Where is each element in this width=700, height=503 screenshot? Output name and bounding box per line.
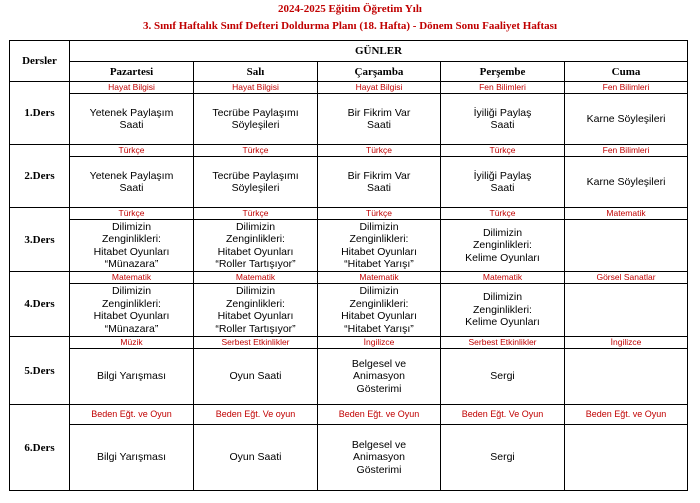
activity-cell — [70, 157, 194, 208]
activity-cell — [441, 94, 565, 145]
activity-cell — [70, 425, 194, 491]
subject-label: Türkçe — [194, 145, 318, 157]
activity-cell — [318, 94, 441, 145]
subject-row — [10, 82, 688, 94]
activity-cell — [318, 349, 441, 405]
activity-row — [10, 284, 688, 337]
subject-label: Müzik — [70, 337, 194, 349]
subject-label: Türkçe — [70, 145, 194, 157]
subject-label: Beden Eğt. ve Oyun — [70, 405, 194, 425]
year-title: 2024-2025 Eğitim Öğretim Yılı — [278, 3, 422, 15]
subject-label: Serbest Etkinlikler — [441, 337, 565, 349]
dersler-header: Dersler — [10, 41, 70, 82]
activity-text: Dilimizin Zenginlikleri: Kelime Oyunları — [465, 226, 540, 264]
activity-text: Sergi — [490, 451, 515, 464]
activity-text: Karne Söyleşileri — [586, 175, 666, 188]
plan-title: 3. Sınıf Haftalık Sınıf Defteri Doldurma Planı (18. Hafta) - Dönem Sonu Faaliyet Haftası — [142, 20, 557, 32]
activity-text: Karne Söyleşileri — [586, 112, 666, 125]
activity-text: Bir Fikrim Var Saati — [347, 169, 411, 194]
subject-label: Serbest Etkinlikler — [194, 337, 318, 349]
activity-cell — [194, 349, 318, 405]
activity-text: İyiliği Paylaş Saati — [473, 106, 532, 131]
subject-row — [10, 405, 688, 425]
subject-label: Beden Eğt. Ve oyun — [194, 405, 318, 425]
activity-cell — [194, 284, 318, 337]
subject-label: Türkçe — [318, 208, 441, 220]
activity-cell — [70, 349, 194, 405]
subject-row — [10, 208, 688, 220]
subject-label: Fen Bilimleri — [441, 82, 565, 94]
activity-text: Dilimizin Zenginlikleri: Hitabet Oyunları “Roller Tartışıyor” — [215, 285, 296, 335]
activity-text: Sergi — [490, 370, 515, 383]
subject-label: Görsel Sanatlar — [565, 272, 688, 284]
day-header-pazartesi: Pazartesi — [70, 62, 194, 82]
subject-label: Türkçe — [318, 145, 441, 157]
subject-label: Matematik — [70, 272, 194, 284]
activity-cell — [441, 349, 565, 405]
activity-text: İyiliği Paylaş Saati — [473, 169, 532, 194]
activity-cell — [318, 220, 441, 272]
activity-cell — [194, 94, 318, 145]
activity-cell — [194, 220, 318, 272]
activity-text: Yetenek Paylaşım Saati — [89, 169, 174, 194]
activity-text: Bir Fikrim Var Saati — [347, 106, 411, 131]
subject-label: Matematik — [194, 272, 318, 284]
subject-label: Hayat Bilgisi — [318, 82, 441, 94]
subject-label: Hayat Bilgisi — [70, 82, 194, 94]
activity-cell — [565, 349, 688, 405]
subject-label: Türkçe — [194, 208, 318, 220]
activity-row — [10, 349, 688, 405]
activity-text: Tecrübe Paylaşımı Söyleşileri — [212, 169, 299, 194]
activity-cell — [565, 425, 688, 491]
lesson-label: 4.Ders — [10, 272, 70, 337]
activity-text: Bilgi Yarışması — [96, 451, 167, 464]
gunler-header: GÜNLER — [70, 41, 688, 62]
activity-row — [10, 220, 688, 272]
activity-cell — [70, 284, 194, 337]
activity-text: Dilimizin Zenginlikleri: Hitabet Oyunları “Hitabet Yarışı” — [341, 285, 417, 335]
subject-row — [10, 272, 688, 284]
lesson-label: 2.Ders — [10, 145, 70, 208]
activity-text: Oyun Saati — [229, 451, 282, 464]
day-header-persembe: Perşembe — [441, 62, 565, 82]
activity-text: Dilimizin Zenginlikleri: Hitabet Oyunları “Münazara” — [93, 285, 170, 335]
subject-label: Fen Bilimleri — [565, 145, 688, 157]
lesson-label: 6.Ders — [10, 405, 70, 491]
activity-cell — [318, 157, 441, 208]
subject-label: Türkçe — [441, 208, 565, 220]
activity-text: Dilimizin Zenginlikleri: Kelime Oyunları — [465, 291, 540, 329]
activity-text: Bilgi Yarışması — [96, 370, 167, 383]
subject-label: Matematik — [565, 208, 688, 220]
activity-cell — [318, 425, 441, 491]
lesson-label: 3.Ders — [10, 208, 70, 272]
activity-cell — [441, 284, 565, 337]
activity-cell — [70, 220, 194, 272]
activity-text: Dilimizin Zenginlikleri: Hitabet Oyunları “Münazara” — [93, 220, 170, 270]
activity-cell — [565, 220, 688, 272]
lesson-label: 1.Ders — [10, 82, 70, 145]
subject-label: Beden Eğt. ve Oyun — [565, 405, 688, 425]
activity-cell — [441, 157, 565, 208]
activity-text: Belgesel ve Animasyon Gösterimi — [351, 357, 407, 395]
activity-cell — [318, 284, 441, 337]
subject-label: Matematik — [441, 272, 565, 284]
subject-label: Türkçe — [70, 208, 194, 220]
activity-row — [10, 425, 688, 491]
subject-label: Matematik — [318, 272, 441, 284]
activity-text: Belgesel ve Animasyon Gösterimi — [351, 438, 407, 476]
activity-text: Yetenek Paylaşım Saati — [89, 106, 174, 131]
day-header-sali: Salı — [194, 62, 318, 82]
activity-cell — [194, 157, 318, 208]
subject-row — [10, 145, 688, 157]
schedule-table — [9, 40, 688, 491]
subject-label: Türkçe — [441, 145, 565, 157]
activity-cell — [70, 94, 194, 145]
activity-text: Tecrübe Paylaşımı Söyleşileri — [212, 106, 299, 131]
activity-text: Oyun Saati — [229, 370, 282, 383]
subject-label: İngilizce — [565, 337, 688, 349]
subject-label: Beden Eğt. Ve Oyun — [441, 405, 565, 425]
subject-label: Hayat Bilgisi — [194, 82, 318, 94]
subject-row — [10, 337, 688, 349]
activity-cell — [441, 220, 565, 272]
activity-row — [10, 94, 688, 145]
lesson-label: 5.Ders — [10, 337, 70, 405]
subject-label: İngilizce — [318, 337, 441, 349]
day-header-cuma: Cuma — [565, 62, 688, 82]
activity-cell — [565, 94, 688, 145]
activity-cell — [565, 157, 688, 208]
activity-text: Dilimizin Zenginlikleri: Hitabet Oyunları “Roller Tartışıyor” — [215, 220, 296, 270]
activity-cell — [441, 425, 565, 491]
schedule-body — [10, 82, 688, 491]
activity-row — [10, 157, 688, 208]
activity-cell — [565, 284, 688, 337]
subject-label: Beden Eğt. ve Oyun — [318, 405, 441, 425]
day-header-carsamba: Çarşamba — [318, 62, 441, 82]
activity-cell — [194, 425, 318, 491]
subject-label: Fen Bilimleri — [565, 82, 688, 94]
activity-text: Dilimizin Zenginlikleri: Hitabet Oyunları “Hitabet Yarışı” — [341, 220, 417, 270]
